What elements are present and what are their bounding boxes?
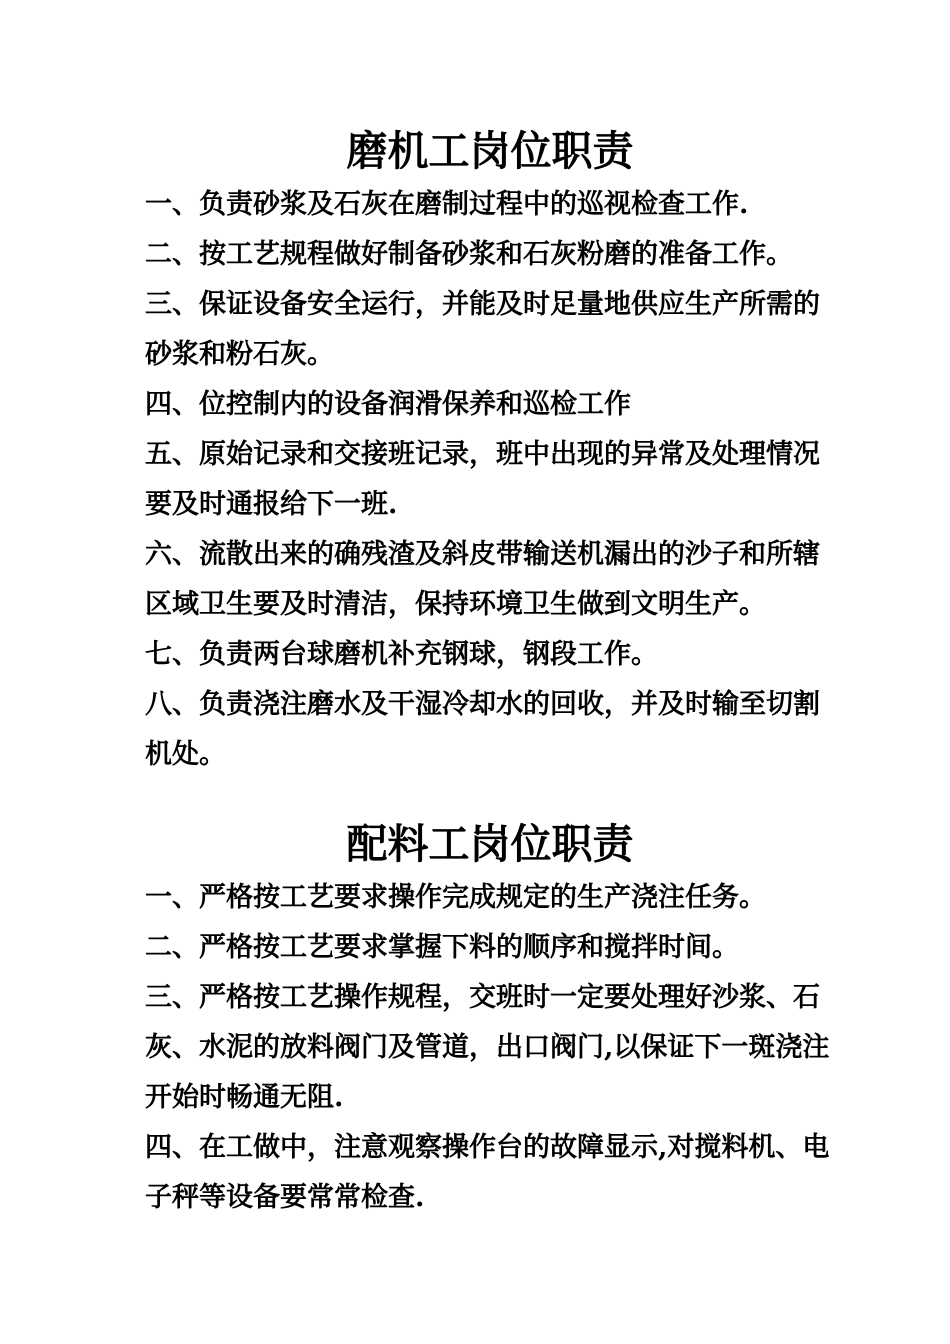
section-title: 磨机工岗位职责: [346, 127, 634, 175]
duty-item: 一、负责砂浆及石灰在磨制过程中的巡视检查工作.: [145, 189, 749, 220]
duty-item: 四、在工做中，注意观察操作台的故障显示,对搅料机、电子秤等设备要常常检查.: [145, 1132, 830, 1213]
duty-item: 六、流散出来的确残渣及斜皮带输送机漏出的沙子和所辖区域卫生要及时清洁，保持环境卫生做到文明生产。: [145, 539, 820, 620]
section-title: 配料工岗位职责: [346, 820, 634, 868]
duty-item: 八、负责浇注磨水及干湿冷却水的回收，并及时输至切割机处。: [145, 689, 820, 770]
duty-item: 五、原始记录和交接班记录，班中出现的异常及处理情况要及时通报给下一班.: [145, 439, 820, 520]
grinder-operator-duties-section: [145, 122, 845, 780]
duty-item: 四、位控制内的设备润滑保养和巡检工作: [145, 389, 631, 420]
batching-operator-duties-section: [145, 815, 845, 1223]
duty-item: 二、严格按工艺要求掌握下料的顺序和搅拌时间。: [145, 932, 739, 963]
duty-item: 一、严格按工艺要求操作完成规定的生产浇注任务。: [145, 882, 766, 913]
duty-item: 二、按工艺规程做好制备砂浆和石灰粉磨的准备工作。: [145, 239, 793, 270]
duty-item: 七、负责两台球磨机补充钢球，钢段工作。: [145, 639, 658, 670]
duty-list: [145, 873, 845, 1223]
duty-list: [145, 180, 845, 780]
duty-item: 三、保证设备安全运行，并能及时足量地供应生产所需的砂浆和粉石灰。: [145, 289, 820, 370]
duty-item: 三、严格按工艺操作规程，交班时一定要处理好沙浆、石灰、水泥的放料阀门及管道，出口阀门,以保证下一斑浇注开始时畅通无阻.: [145, 982, 830, 1113]
